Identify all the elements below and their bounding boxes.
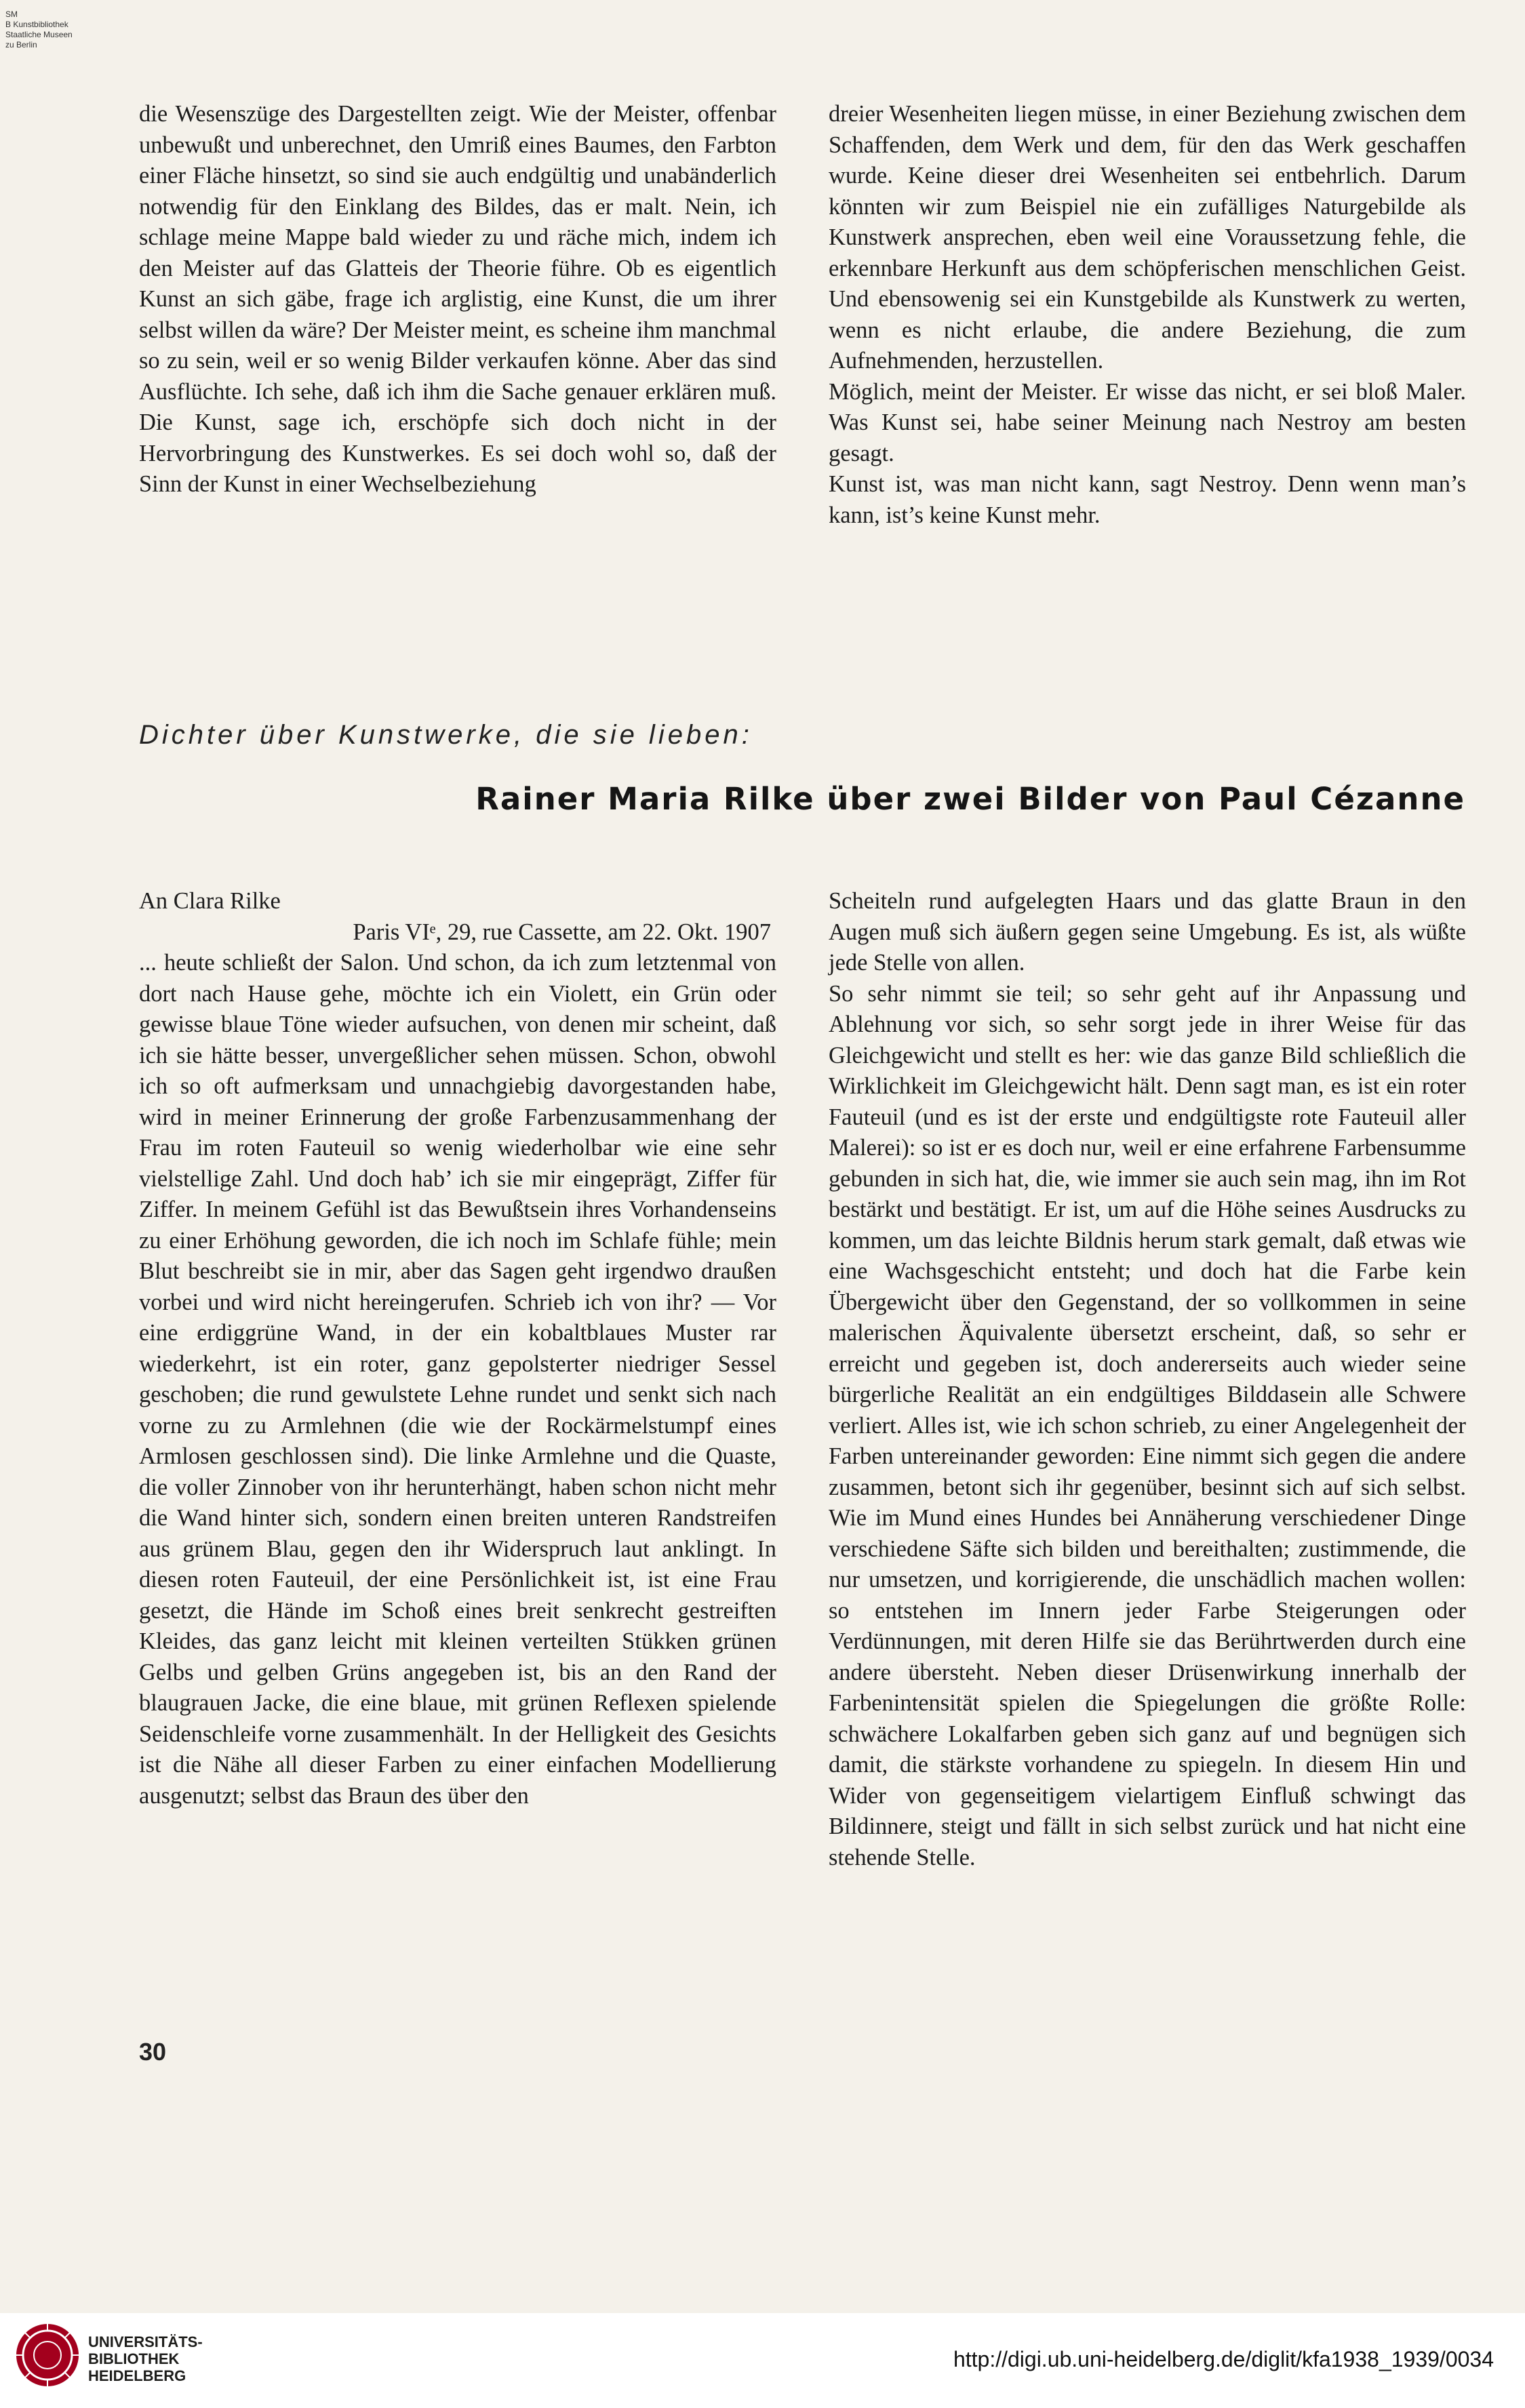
library-stamp xyxy=(5,9,73,50)
top-left-column xyxy=(139,99,776,500)
section-kicker: Dichter über Kunstwerke, die sie lieben: xyxy=(139,720,753,750)
stamp-line: SM xyxy=(5,9,18,19)
body-paragraph: ... heute schließt der Salon. Und schon, da ich zum letztenmal von dort nach Hause gehe, möchte ich ein Violett, ein Grün oder gewisse blaue Töne wieder aufsuchen, von denen mir scheint, daß ich sie hätte besser, unvergeßlicher sehen müssen. Schon, obwohl ich so oft aufmerksam und unnachgiebig davorgestanden habe, wird in meiner Erinnerung der große Farbenzusammenhang der Frau im roten Fauteuil so wenig wiederholbar wie eine sehr vielstellige Zahl. Und doch hab’ ich sie mir eingeprägt, Ziffer für Ziffer. In meinem Gefühl ist das Bewußtsein ihres Vorhandenseins zu einer Erhöhung geworden, die ich noch im Schlafe fühle; mein Blut beschreibt sie in mir, aber das Sagen geht irgendwo draußen vorbei und wird nicht hereingerufen. Schrieb ich von ihr? — Vor eine erdiggrüne Wand, in der ein kobaltblaues Muster rar wiederkehrt, ist ein roter, ganz gepolsterter niedriger Sessel geschoben; die rund gewulstete Lehne rundet und senkt sich nach vorne zu zu Armlehnen (die wie der Rockärmelstumpf eines Armlosen geschlossen sind). Die linke Armlehne und die Quaste, die voller Zinnober von ihr herunterhängt, haben schon nicht mehr die Wand hinter sich, sondern einen breiten unteren Randstreifen aus grünem Blau, gegen den ihr Widerspruch laut anklingt. In diesen roten Fauteuil, der eine Persönlichkeit ist, ist eine Frau gesetzt, die Hände im Schoß eines breit senkrecht gestreiften Kleides, das ganz leicht mit kleinen verteilten Stükken grünen Gelbs und gelben Grüns angegeben ist, bis an den Rand der blaugrauen Jacke, die eine blaue, mit grünen Reflexen spielende Seidenschleife vorne zusammenhält. In der Helligkeit des Gesichts ist die Nähe all dieser Farben zu einer einfachen Modellierung ausgenutzt; selbst das Braun des über den xyxy=(139,950,776,1809)
body-paragraph: Scheiteln rund aufgelegten Haars und das glatte Braun in den Augen muß sich äußern gegen seine Umgebung. Es ist, als wüßte jede Stelle von allen. xyxy=(829,888,1466,976)
source-url-link[interactable]: http://digi.ub.uni-heidelberg.de/diglit/kfa1938_1939/0034 xyxy=(953,2347,1494,2371)
logo-line: HEIDELBERG xyxy=(88,2367,186,2384)
stamp-line: B Kunstbibliothek xyxy=(5,20,68,29)
logo-line: UNIVERSITÄTS- xyxy=(88,2333,203,2350)
stamp-line: Staatliche Museen xyxy=(5,30,73,39)
body-paragraph: die Wesenszüge des Dargestellten zeigt. Wie der Meister, offenbar unbewußt und unberechnet, den Umriß eines Baumes, den Farbton einer Fläche hinsetzt, so sind sie auch endgültig und unabänderlich notwendig für den Einklang des Bildes, das er malt. Nein, ich schlage meine Mappe bald wieder zu und räche mich, indem ich den Meister auf das Glatteis der Theorie führe. Ob es eigentlich Kunst an sich gäbe, frage ich arglistig, eine Kunst, die um ihrer selbst willen da wäre? Der Meister meint, es scheine ihm manchmal so zu sein, weil er so wenig Bilder verkaufen könne. Aber das sind Ausflüchte. Ich sehe, daß ich ihm die Sache genauer erklären muß. Die Kunst, sage ich, erschöpfe sich doch nicht in der Hervorbringung des Kunstwerkes. Es sei doch wohl so, daß der Sinn der Kunst in einer Wechselbeziehung xyxy=(139,101,776,497)
body-paragraph: Möglich, meint der Meister. Er wisse das nicht, er sei bloß Maler. Was Kunst sei, habe seiner Meinung nach Nestroy am besten gesagt. xyxy=(829,378,1466,466)
stamp-line: zu Berlin xyxy=(5,40,37,49)
top-right-column xyxy=(829,99,1466,531)
letter-salutation: An Clara Rilke xyxy=(139,888,281,914)
university-seal-icon xyxy=(14,2321,81,2389)
digitization-footer xyxy=(0,2313,1525,2408)
body-paragraph: dreier Wesenheiten liegen müsse, in einer Beziehung zwischen dem Schaffenden, dem Werk und dem, für den das Werk geschaffen wurde. Keine dieser drei Wesenheiten sei entbehrlich. Darum könnten wir zum Beispiel nie ein zufälliges Naturgebilde als Kunstwerk ansprechen, eben weil eine Voraussetzung fehle, die erkennbare Herkunft aus dem schöpferischen menschlichen Geist. Und ebensowenig sei ein Kunstgebilde als Kunstwerk zu werten, wenn es nicht erlaube, die andere Beziehung, die zum Aufnehmenden, herzustellen. xyxy=(829,101,1466,374)
logo-line: BIBLIOTHEK xyxy=(88,2350,180,2367)
letter-left-column xyxy=(139,886,776,1811)
article-headline: Rainer Maria Rilke über zwei Bilder von Paul Cézanne xyxy=(475,781,1465,817)
letter-dateline: Paris VIᵉ, 29, rue Cassette, am 22. Okt. 1907 xyxy=(353,919,771,945)
body-paragraph: So sehr nimmt sie teil; so sehr geht auf ihr Anpassung und Ablehnung vor sich, so sehr sorgt jede in ihrer Weise für das Gleichgewicht und stellt es her: wie das ganze Bild schließlich die Wirklichkeit im Gleichgewicht hält. Denn sagt man, es ist ein roter Fauteuil (und es ist der erste und endgültigste rote Fauteuil aller Malerei): so ist er es doch nur, weil er eine erfahrene Farbensumme gebunden in sich hat, die, wie immer sie auch sein mag, ihn im Rot bestärkt und bestätigt. Er ist, um auf die Höhe seines Ausdrucks zu kommen, um das leichte Bildnis herum stark gemalt, daß etwas wie eine Wachsgeschicht entsteht; und doch hat die Farbe kein Übergewicht über den Gegenstand, der so vollkommen in seine malerischen Äquivalente übersetzt erscheint, daß, so sehr er erreicht und gegeben ist, doch andererseits auch wieder seine bürgerliche Realität an ein endgültiges Bilddasein alle Schwere verliert. Alles ist, wie ich schon schrieb, zu einer Angelegenheit der Farben untereinander geworden: Eine nimmt sich gegen die andere zusammen, betont sich ihr gegenüber, besinnt sich auf sich selbst. Wie im Mund eines Hundes bei Annäherung verschiedener Dinge verschiedene Säfte sich bilden und bereithalten; zustimmende, die nur umsetzen, und korrigierende, die unschädlich machen wollen: so entstehen im Innern jeder Farbe Steigerungen oder Verdünnungen, mit deren Hilfe sie das Berührtwerden durch eine andere übersteht. Neben dieser Drüsenwirkung innerhalb der Farbenintensität spielen die Spiegelungen die größte Rolle: schwächere Lokalfarben geben sich ganz auf und begnügen sich damit, die stärkste vorhandene zu spiegeln. In diesem Hin und Wider von gegenseitigem vielartigem Einfluß schwingt das Bildinnere, steigt und fällt in sich selbst zurück und hat nicht eine stehende Stelle. xyxy=(829,980,1466,1870)
letter-right-column xyxy=(829,886,1466,1873)
library-logo-text xyxy=(88,2333,203,2384)
page-number: 30 xyxy=(139,2038,167,2066)
body-paragraph: Kunst ist, was man nicht kann, sagt Nestroy. Denn wenn man’s kann, ist’s keine Kunst mehr. xyxy=(829,471,1466,528)
